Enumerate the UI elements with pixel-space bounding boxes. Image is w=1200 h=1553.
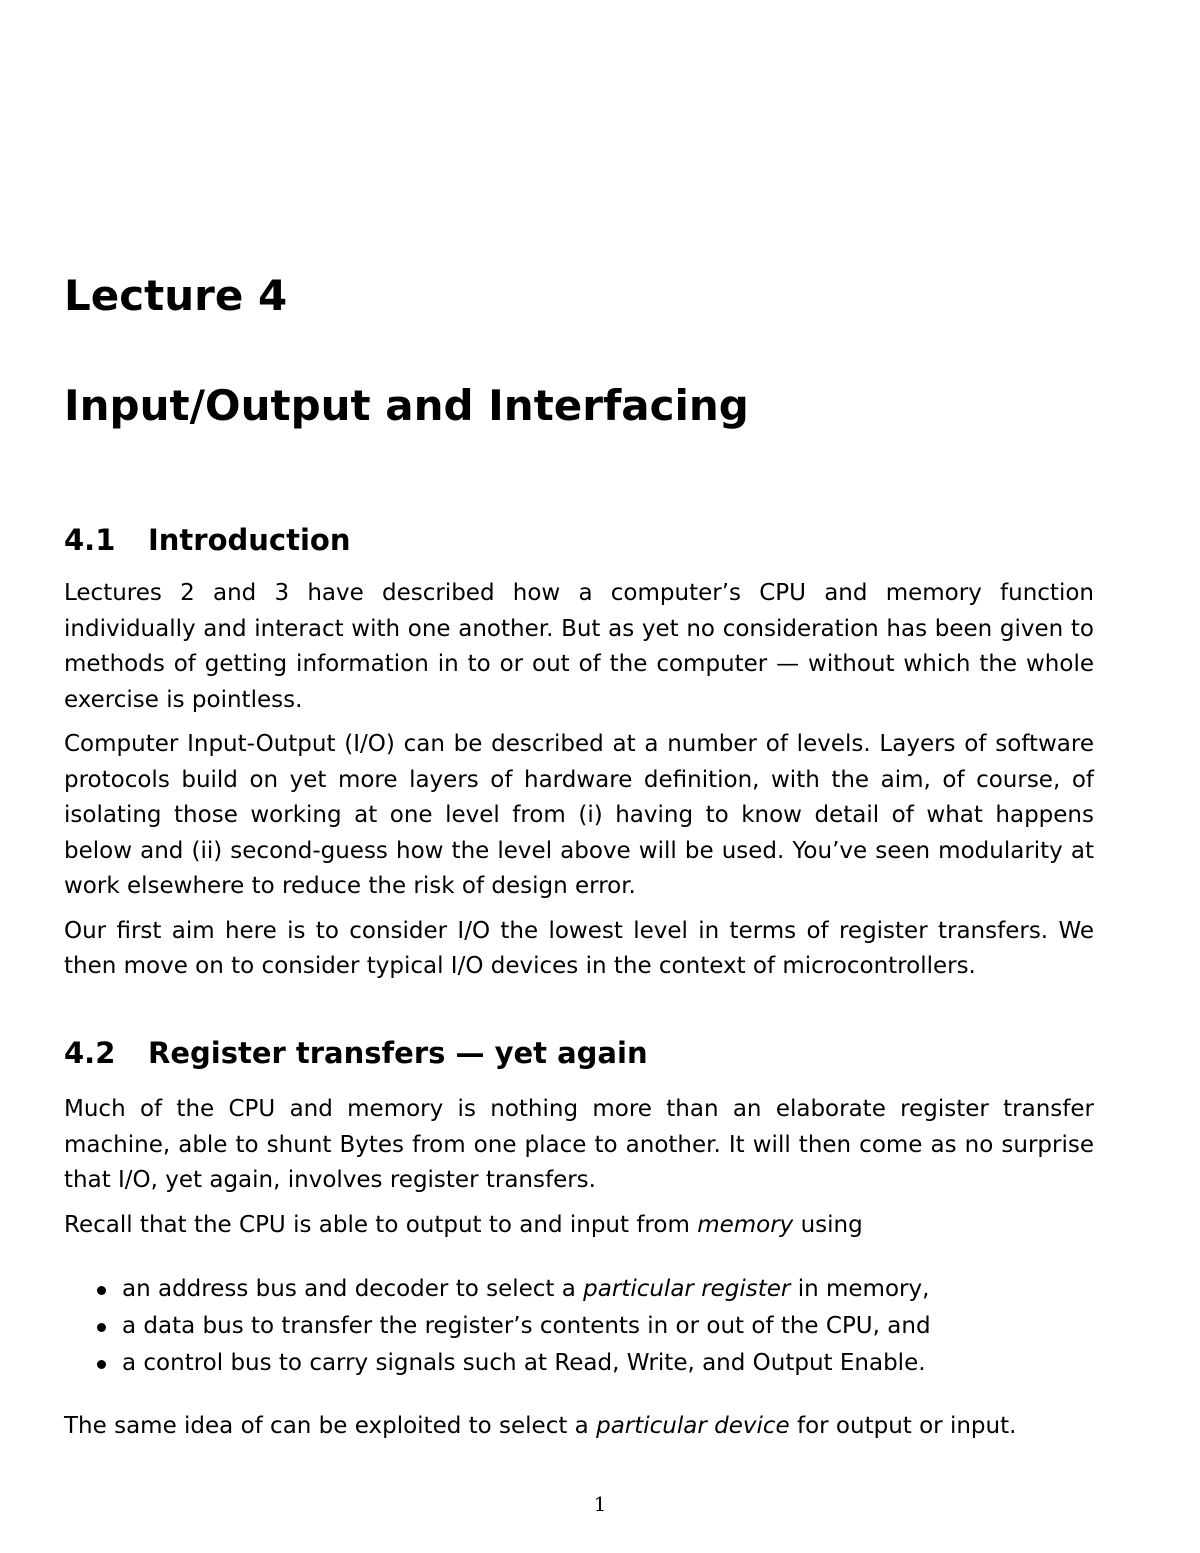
list-item	[64, 1308, 1094, 1345]
text-run: The same idea of can be exploited to select a	[64, 1413, 597, 1439]
emphasis-text: particular device	[596, 1413, 790, 1439]
bullet-icon	[97, 1323, 106, 1332]
list-item	[64, 1345, 1094, 1382]
text-run: an address bus and decoder to select a	[122, 1276, 584, 1302]
section-title: Introduction	[148, 523, 351, 557]
emphasis-text: particular register	[583, 1276, 791, 1302]
paragraph: Much of the CPU and memory is nothing more than an elaborate register transfer machine, able to shunt Bytes from one place to another. It will then come as no surprise that I/O, yet again, involves register transfers.	[64, 1096, 1094, 1193]
paragraph: Computer Input-Output (I/O) can be described at a number of levels. Layers of software protocols build on yet more layers of hardware definition, with the aim, of course, of isolating those working at one level from (i) having to know detail of what happens below and (ii) second-guess how the level above will be used. You’ve seen modularity at work elsewhere to reduce the risk of design error.	[64, 731, 1094, 899]
text-run: in memory,	[790, 1276, 930, 1302]
section-introduction	[64, 520, 1094, 985]
section-title: Register transfers — yet again	[148, 1036, 648, 1070]
paragraph: Our first aim here is to consider I/O the lowest level in terms of register transfers. We then move on to consider typical I/O devices in the context of microcontrollers.	[64, 917, 1094, 979]
emphasis-text: memory	[697, 1211, 794, 1238]
page-number: 1	[593, 1492, 607, 1516]
section-number: 4.1	[64, 523, 116, 557]
paragraph: Lectures 2 and 3 have described how a computer’s CPU and memory function individually and interact with one another. But as yet no consideration has been given to methods of getting information in to or out of the computer — without which the whole exercise is pointless.	[64, 580, 1094, 713]
bullet-list	[64, 1271, 1094, 1382]
section-heading	[64, 1033, 1094, 1073]
list-item	[64, 1271, 1094, 1308]
text-run: for output or input.	[789, 1413, 1017, 1439]
recall-paragraph	[64, 1208, 1094, 1244]
lecture-title: Input/Output and Interfacing	[64, 381, 749, 430]
closing-paragraph	[64, 1409, 1094, 1445]
section-register-transfers	[64, 1033, 1094, 1445]
section-number: 4.2	[64, 1036, 116, 1070]
text-run: using	[793, 1211, 863, 1238]
text-run: a data bus to transfer the register’s contents in or out of the CPU, and	[122, 1313, 931, 1339]
lecture-number: Lecture 4	[64, 271, 288, 320]
bullet-icon	[97, 1286, 106, 1295]
bullet-icon	[97, 1360, 106, 1369]
text-run: Recall that the CPU is able to output to and input from	[64, 1211, 698, 1238]
section-heading	[64, 520, 1094, 560]
text-run: a control bus to carry signals such at Read, Write, and Output Enable.	[122, 1350, 926, 1376]
